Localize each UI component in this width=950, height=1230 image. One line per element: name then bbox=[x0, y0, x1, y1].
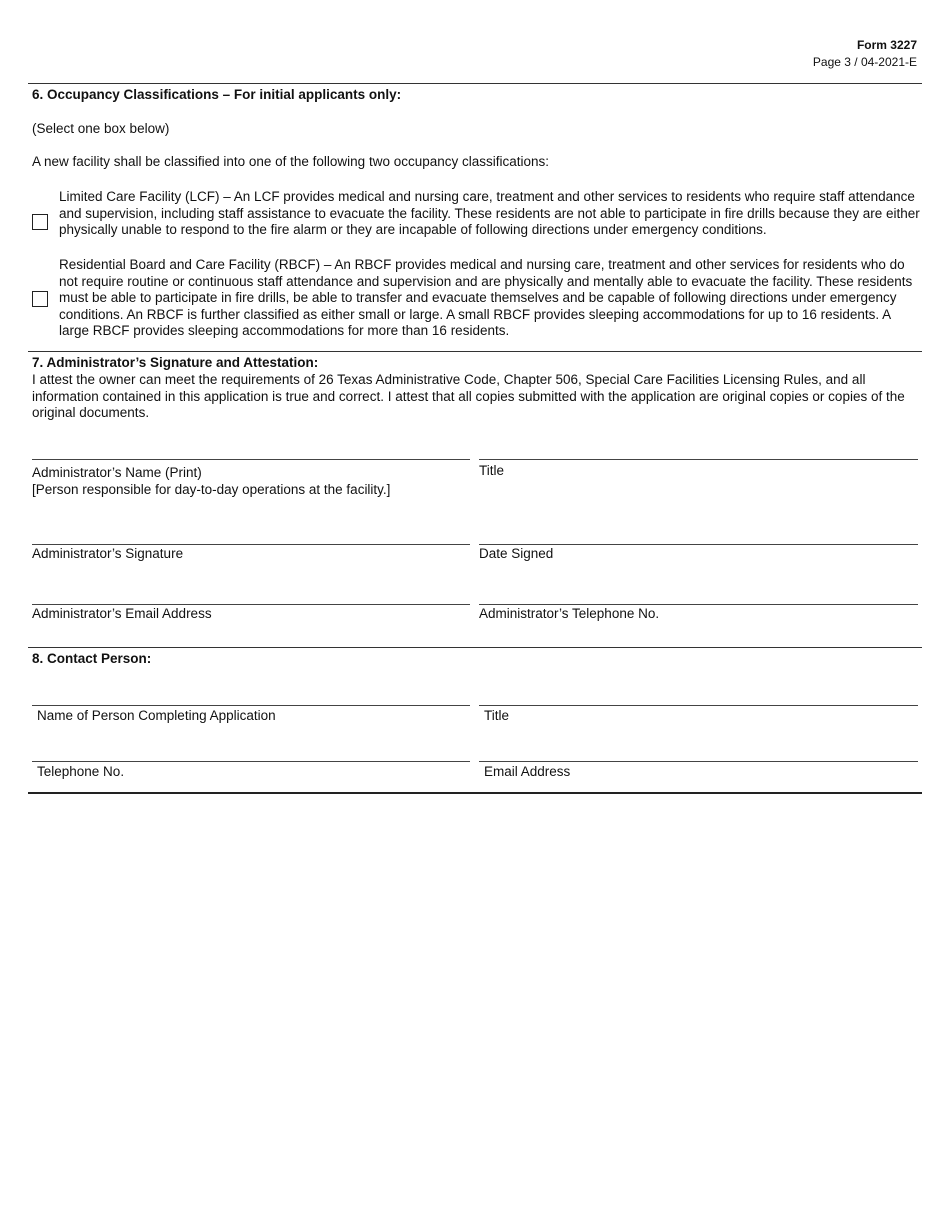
section-6-intro: A new facility shall be classified into one of the following two occupancy classifications: bbox=[32, 154, 550, 169]
form-number: Form 3227 bbox=[856, 38, 917, 52]
divider bbox=[28, 792, 922, 794]
lcf-option-text: Limited Care Facility (LCF) – An LCF provides medical and nursing care, treatment and other services to residents who require staff attendance and supervision, including staff assistance to evacuate the facility. These residents are not able to participate in fire drills because they are either physically unable to respond to the fire alarm or they are incapable of following directions under emergency conditions. bbox=[59, 189, 920, 237]
page-info: Page 3 / 04-2021-E bbox=[812, 55, 917, 69]
contact-email-label: Email Address bbox=[484, 764, 571, 779]
section-8-title: 8. Contact Person: bbox=[32, 651, 152, 666]
contact-phone-field[interactable] bbox=[32, 761, 470, 762]
divider bbox=[28, 647, 922, 648]
contact-name-label: Name of Person Completing Application bbox=[37, 708, 276, 723]
date-signed-field[interactable] bbox=[479, 544, 918, 545]
divider bbox=[28, 83, 922, 84]
contact-name-field[interactable] bbox=[32, 705, 470, 706]
admin-email-label: Administrator’s Email Address bbox=[32, 606, 212, 621]
section-7-title: 7. Administrator’s Signature and Attestation: bbox=[32, 355, 319, 370]
contact-title-label: Title bbox=[484, 708, 510, 723]
contact-phone-label: Telephone No. bbox=[37, 764, 125, 779]
admin-phone-field[interactable] bbox=[479, 604, 918, 605]
date-signed-label: Date Signed bbox=[479, 546, 554, 561]
contact-title-field[interactable] bbox=[479, 705, 918, 706]
admin-name-label: Administrator’s Name (Print) bbox=[32, 465, 202, 480]
admin-title-field[interactable] bbox=[479, 459, 918, 460]
admin-email-field[interactable] bbox=[32, 604, 470, 605]
rbcf-option-text: Residential Board and Care Facility (RBCF) – An RBCF provides medical and nursing care, treatment and other services for residents who do not require routine or continuous staff attendance and supervision and are physically and mentally able to evacuate the facility. These residents must be able to participate in fire drills, be able to transfer and evacuate themselves and be capable of following directions under emergency conditions. An RBCF is further classified as either small or large. A small RBCF provides sleeping accommodations for up to 16 residents. A large RBCF provides sleeping accommodations for more than 16 residents. bbox=[59, 257, 913, 338]
lcf-checkbox[interactable] bbox=[32, 214, 48, 230]
admin-name-note: [Person responsible for day-to-day operations at the facility.] bbox=[32, 482, 391, 497]
admin-signature-field[interactable] bbox=[32, 544, 470, 545]
contact-email-field[interactable] bbox=[479, 761, 918, 762]
section-6-title: 6. Occupancy Classifications – For initial applicants only: bbox=[32, 87, 402, 102]
divider bbox=[28, 351, 922, 352]
admin-signature-label: Administrator’s Signature bbox=[32, 546, 184, 561]
section-6-instruction: (Select one box below) bbox=[32, 121, 170, 136]
attestation-text: I attest the owner can meet the requirements of 26 Texas Administrative Code, Chapter 506, Special Care Facilities Licensing Rules, and all information contained in this application is true and correct. I attest that all copies submitted with the application are original copies or copies of the original documents. bbox=[32, 372, 905, 420]
admin-phone-label: Administrator’s Telephone No. bbox=[479, 606, 660, 621]
rbcf-checkbox[interactable] bbox=[32, 291, 48, 307]
admin-name-field[interactable] bbox=[32, 459, 470, 460]
admin-title-label: Title bbox=[479, 463, 505, 478]
